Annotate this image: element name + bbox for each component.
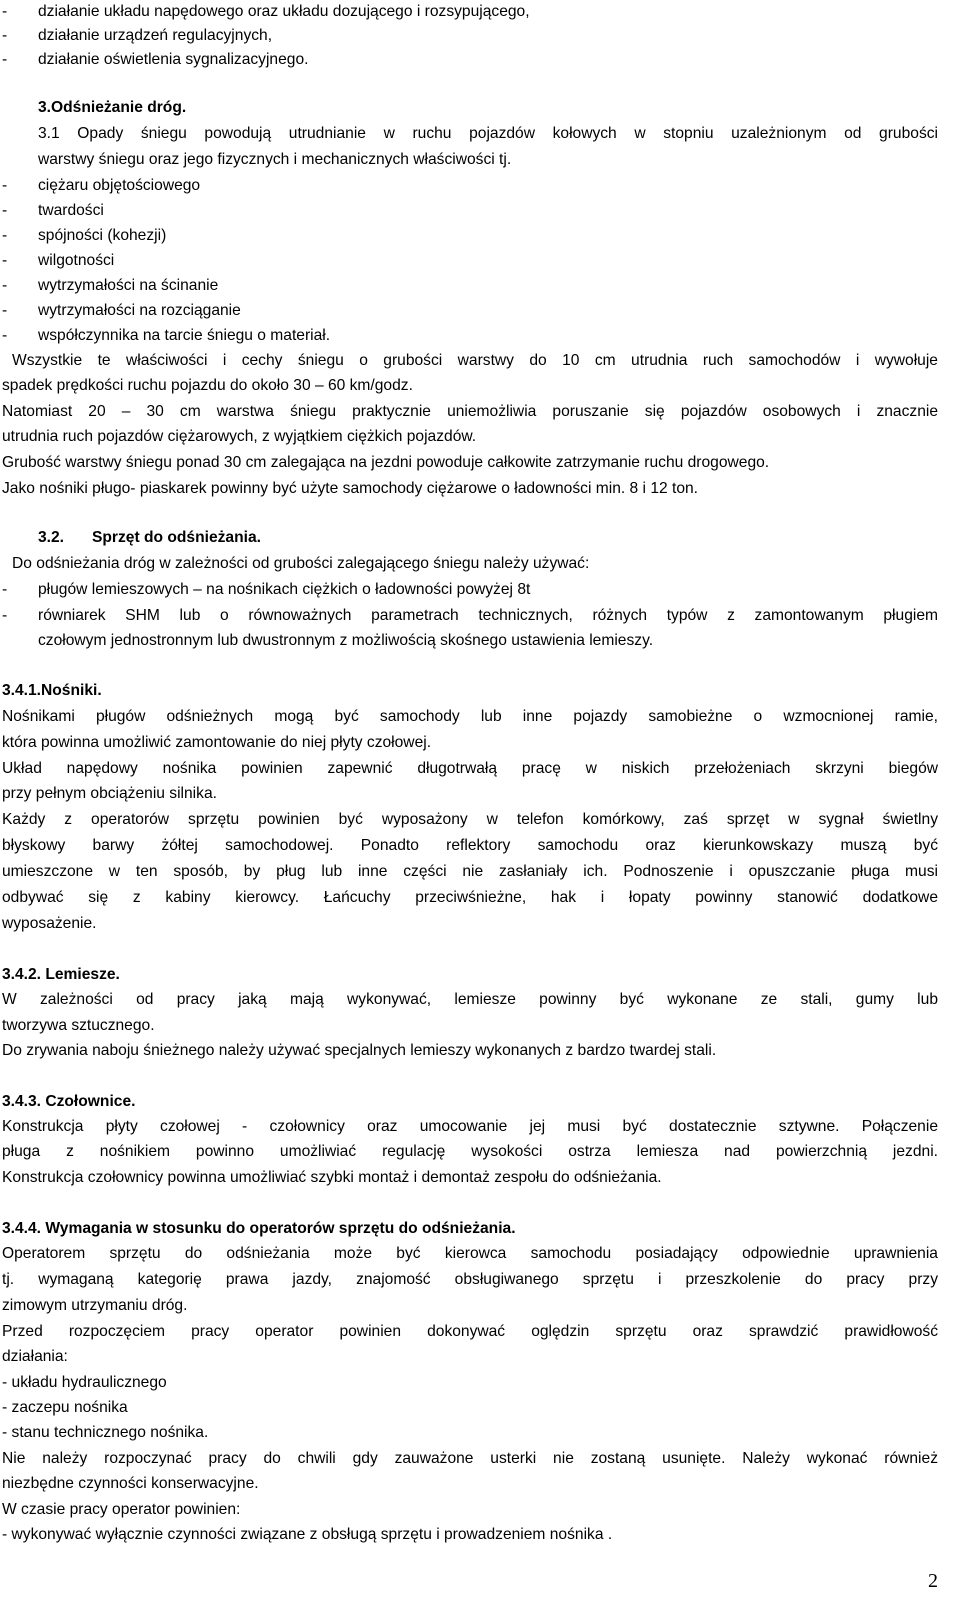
- paragraph-text: Nośnikami pługów odśnieżnych mogą być samochody lub inne pojazdy samobieżne o wzmocnionej ramie,: [2, 708, 938, 725]
- section-heading-text: Sprzęt do odśnieżania.: [92, 529, 261, 546]
- paragraph-line: [0, 705, 960, 729]
- paragraph-text: przy pełnym obciążeniu silnika.: [2, 785, 217, 802]
- list-item-text: - układu hydraulicznego: [2, 1374, 167, 1391]
- list-item-text: czołowym jednostronnym lub dwustronnym z możliwością skośnego ustawienia lemieszy.: [38, 632, 654, 649]
- paragraph-line: [0, 1294, 960, 1318]
- paragraph-line: [0, 1447, 960, 1471]
- paragraph-text: błyskowy barwy żółtej samochodowej. Ponadto reflektory samochodu oraz kierunkowskazy muszą być: [2, 837, 938, 854]
- paragraph-line: [0, 552, 960, 576]
- list-item: [0, 578, 960, 602]
- list-dash: -: [2, 27, 8, 44]
- paragraph-line: [0, 782, 960, 806]
- paragraph-line: [0, 912, 960, 936]
- section-heading: [0, 526, 960, 550]
- list-item-text: - wykonywać wyłącznie czynności związane z obsługą sprzętu i prowadzeniem nośnika .: [2, 1526, 613, 1543]
- paragraph-text: spadek prędkości ruchu pojazdu do około 30 – 60 km/godz.: [2, 377, 413, 394]
- list-item: [0, 1371, 960, 1395]
- list-dash: -: [2, 581, 8, 598]
- section-heading: [0, 963, 960, 987]
- list-item-text: działanie urządzeń regulacyjnych,: [38, 27, 273, 44]
- paragraph-text: niezbędne czynności konserwacyjne.: [2, 1475, 259, 1492]
- list-item-continuation: [0, 629, 960, 653]
- paragraph-text: Jako nośniki pługo- piaskarek powinny być użyte samochody ciężarowe o ładowności min. 8 i 12 ton.: [2, 480, 699, 497]
- paragraph-line: [0, 425, 960, 449]
- list-item-text: twardości: [38, 202, 104, 219]
- section-heading: [0, 96, 960, 120]
- list-item-text: działanie układu napędowego oraz układu dozującego i rozsypującego,: [38, 3, 530, 20]
- paragraph-text: Do odśnieżania dróg w zależności od grubości zalegającego śniegu należy używać:: [12, 555, 590, 572]
- paragraph-line: [0, 477, 960, 501]
- paragraph-text: Nie należy rozpoczynać pracy do chwili gdy zauważone usterki nie zostaną usunięte. Należy wykonać również: [2, 1450, 938, 1467]
- list-item-text: działanie oświetlenia sygnalizacyjnego.: [38, 51, 309, 68]
- list-item: [0, 604, 960, 628]
- list-item: [0, 24, 960, 48]
- paragraph-text: W zależności od pracy jaką mają wykonywać, lemiesze powinny być wykonane ze stali, gumy lub: [2, 991, 938, 1008]
- list-dash: -: [2, 607, 8, 624]
- paragraph-line: [0, 1115, 960, 1139]
- paragraph-text: tj. wymaganą kategorię prawa jazdy, znajomość obsługiwanego sprzętu i przeszkolenie do pracy przy: [2, 1271, 938, 1288]
- section-number: 3.2.: [38, 529, 65, 546]
- paragraph-text: W czasie pracy operator powinien:: [2, 1501, 241, 1518]
- list-item-text: spójności (kohezji): [38, 227, 167, 244]
- paragraph-line: [0, 886, 960, 910]
- section-heading-text: 3.4.3. Czołownice.: [2, 1093, 136, 1110]
- paragraph-text: umieszczone w ten sposób, by pług lub inne części nie zasłaniały ich. Podnoszenie i opuszczanie pługa musi: [2, 863, 938, 880]
- section-heading: [0, 1090, 960, 1114]
- paragraph-line: [0, 148, 960, 172]
- paragraph-line: [0, 860, 960, 884]
- paragraph-text: odbywać się z kabiny kierowcy. Łańcuchy przeciwśnieżne, hak i łopaty powinny stanowić dodatkowe: [2, 889, 938, 906]
- paragraph-text: 3.1 Opady śniegu powodują utrudnianie w ruchu pojazdów kołowych w stopniu uzależnionym od grubości: [38, 125, 938, 142]
- paragraph-text: Do zrywania naboju śnieżnego należy używać specjalnych lemieszy wykonanych z bardzo twardej stali.: [2, 1042, 717, 1059]
- list-item: [0, 249, 960, 273]
- section-heading-text: 3.Odśnieżanie dróg.: [38, 99, 187, 116]
- paragraph-line: [0, 1039, 960, 1063]
- paragraph-line: [0, 451, 960, 475]
- list-item-text: współczynnika na tarcie śniegu o materiał.: [38, 327, 331, 344]
- page-number: 2: [928, 1570, 938, 1592]
- paragraph-text: Układ napędowy nośnika powinien zapewnić długotrwałą pracę w niskich przełożeniach skrzyni biegów: [2, 760, 938, 777]
- paragraph-text: działania:: [2, 1348, 68, 1365]
- paragraph-text: wyposażenie.: [2, 915, 97, 932]
- list-item: [0, 1396, 960, 1420]
- list-item-text: pługów lemieszowych – na nośnikach ciężkich o ładowności powyżej 8t: [38, 581, 531, 598]
- paragraph-line: [0, 1345, 960, 1369]
- paragraph-line: [0, 1242, 960, 1266]
- list-item: [0, 0, 960, 24]
- paragraph-line: [0, 1140, 960, 1164]
- list-dash: -: [2, 302, 8, 319]
- paragraph-line: [0, 374, 960, 398]
- paragraph-text: warstwy śniegu oraz jego fizycznych i mechanicznych właściwości tj.: [38, 151, 512, 168]
- paragraph-line: [0, 731, 960, 755]
- paragraph-text: Każdy z operatorów sprzętu powinien być wyposażony w telefon komórkowy, zaś sprzęt w sygnał świetlny: [2, 811, 938, 828]
- paragraph-line: [0, 349, 960, 373]
- paragraph-text: Natomiast 20 – 30 cm warstwa śniegu praktycznie uniemożliwia poruszanie się pojazdów osobowych i znacznie: [2, 403, 938, 420]
- list-dash: -: [2, 202, 8, 219]
- paragraph-line: [0, 1166, 960, 1190]
- list-item-text: wilgotności: [38, 252, 115, 269]
- list-item-text: wytrzymałości na ścinanie: [38, 277, 219, 294]
- paragraph-line: [0, 1014, 960, 1038]
- list-dash: -: [2, 3, 8, 20]
- list-dash: -: [2, 51, 8, 68]
- list-item: [0, 224, 960, 248]
- list-dash: -: [2, 252, 8, 269]
- section-heading-text: 3.4.1.Nośniki.: [2, 682, 102, 699]
- list-item: [0, 274, 960, 298]
- list-item-text: wytrzymałości na rozciąganie: [38, 302, 241, 319]
- list-dash: -: [2, 177, 8, 194]
- paragraph-line: [0, 1472, 960, 1496]
- paragraph-line: [0, 834, 960, 858]
- paragraph-text: Wszystkie te właściwości i cechy śniegu o grubości warstwy do 10 cm utrudnia ruch samochodów i wywołuje: [12, 352, 938, 369]
- paragraph-text: Grubość warstwy śniegu ponad 30 cm zalegająca na jezdni powoduje całkowite zatrzymanie ruchu drogowego.: [2, 454, 770, 471]
- paragraph-line: [0, 808, 960, 832]
- list-item-text: - stanu technicznego nośnika.: [2, 1424, 209, 1441]
- paragraph-line: [0, 122, 960, 146]
- list-item: [0, 324, 960, 348]
- paragraph-text: pługa z nośnikiem powinno umożliwiać regulację wysokości ostrza lemiesza nad powierzchnią jezdni.: [2, 1143, 938, 1160]
- paragraph-text: Przed rozpoczęciem pracy operator powinien dokonywać oględzin sprzętu oraz sprawdzić prawidłowość: [2, 1323, 938, 1340]
- list-item: [0, 299, 960, 323]
- paragraph-text: Operatorem sprzętu do odśnieżania może być kierowca samochodu posiadający odpowiednie uprawnienia: [2, 1245, 938, 1262]
- paragraph-text: Konstrukcja czołownicy powinna umożliwiać szybki montaż i demontaż zespołu do odśnieżania.: [2, 1169, 662, 1186]
- paragraph-line: [0, 400, 960, 424]
- paragraph-line: [0, 988, 960, 1012]
- list-item: [0, 199, 960, 223]
- list-item-text: - zaczepu nośnika: [2, 1399, 128, 1416]
- section-heading: [0, 1217, 960, 1241]
- paragraph-line: [0, 1498, 960, 1522]
- section-heading-text: 3.4.4. Wymagania w stosunku do operatorów sprzętu do odśnieżania.: [2, 1220, 516, 1237]
- section-heading: [0, 679, 960, 703]
- paragraph-text: Konstrukcja płyty czołowej - czołownicy oraz umocowanie jej musi być dostatecznie sztywne. Połączenie: [2, 1118, 938, 1135]
- list-item-text: ciężaru objętościowego: [38, 177, 201, 194]
- paragraph-text: zimowym utrzymaniu dróg.: [2, 1297, 188, 1314]
- list-dash: -: [2, 227, 8, 244]
- paragraph-line: [0, 1320, 960, 1344]
- list-item: [0, 174, 960, 198]
- paragraph-text: która powinna umożliwić zamontowanie do niej płyty czołowej.: [2, 734, 432, 751]
- paragraph-text: tworzywa sztucznego.: [2, 1017, 155, 1034]
- paragraph-text: utrudnia ruch pojazdów ciężarowych, z wyjątkiem ciężkich pojazdów.: [2, 428, 477, 445]
- list-item-text: równiarek SHM lub o równoważnych parametrach technicznych, różnych typów z zamontowanym pługiem: [38, 607, 938, 624]
- paragraph-line: [0, 757, 960, 781]
- list-dash: -: [2, 277, 8, 294]
- section-heading-text: 3.4.2. Lemiesze.: [2, 966, 120, 983]
- list-item: [0, 48, 960, 72]
- list-dash: -: [2, 327, 8, 344]
- list-item: [0, 1523, 960, 1547]
- list-item: [0, 1421, 960, 1445]
- paragraph-line: [0, 1268, 960, 1292]
